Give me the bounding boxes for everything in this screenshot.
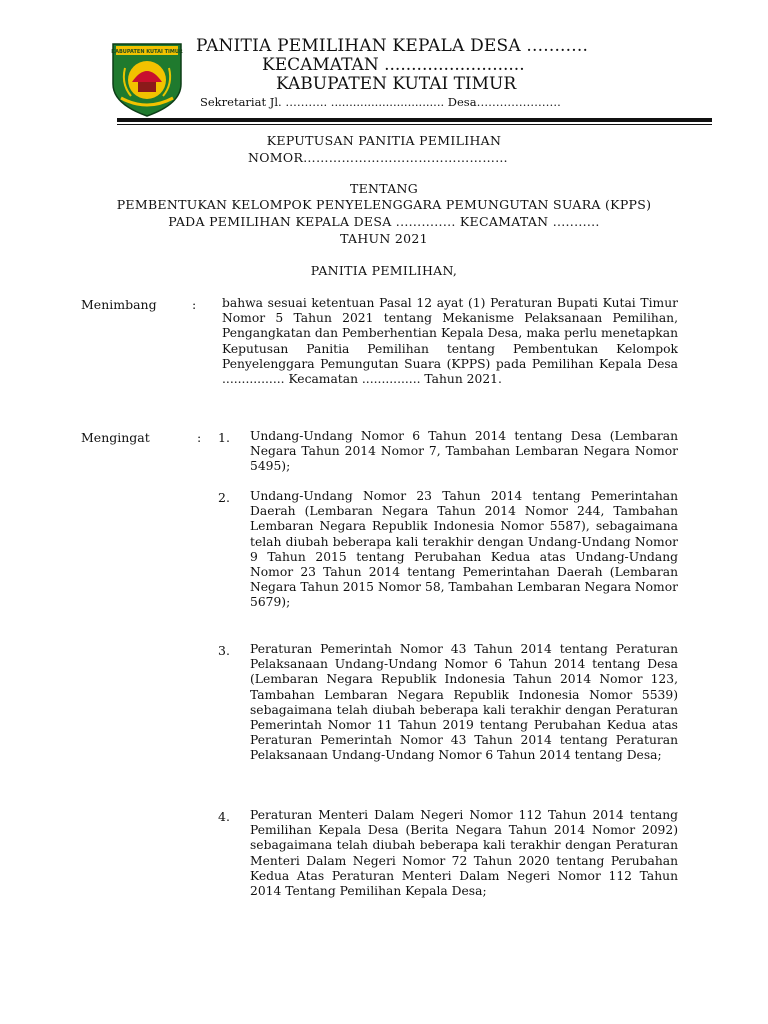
mengingat-colon: : bbox=[197, 430, 202, 445]
letterhead-rule-thick bbox=[117, 118, 712, 122]
menimbang-text: bahwa sesuai ketentuan Pasal 12 ayat (1) Peraturan Bupati Kutai Timur Nomor 5 Tahun 2021 tentang Mekanisme Pelaksanaan Pemilihan, Pengangkatan dan Pemberhentian Kepala Desa, maka perlu menetapkan Keputusan Panitia Pemilihan tentang Pembentukan Kelompok Penyelenggara Pemungutan Suara (KPPS) pada Pemilihan Kepala Desa ................ Kecamatan ............... Tahun 2021. bbox=[222, 296, 678, 387]
letterhead-address: Sekretariat Jl. ……….. ............................... Desa…………………. bbox=[200, 95, 561, 109]
letterhead-committee: PANITIA PEMILIHAN KEPALA DESA ........... bbox=[196, 36, 589, 56]
letterhead-regency: KABUPATEN KUTAI TIMUR bbox=[276, 74, 517, 94]
mengingat-item-text: Peraturan Menteri Dalam Negeri Nomor 112 Tahun 2014 tentang Pemilihan Kepala Desa (Berita Negara Tahun 2014 Nomor 2092) sebagaimana telah diubah beberapa kali terakhir dengan Peraturan Menteri Dalam Negeri Nomor 72 Tahun 2020 tentang Perubahan Kedua Atas Peraturan Menteri Dalam Negeri Nomor 112 Tahun 2014 Tentang Pemilihan Kepala Desa; bbox=[250, 808, 678, 899]
letterhead-district: KECAMATAN .......................... bbox=[262, 55, 525, 75]
subject-line-1: PEMBENTUKAN KELOMPOK PENYELENGGARA PEMUNGUTAN SUARA (KPPS) bbox=[116, 197, 652, 212]
tentang-heading: TENTANG bbox=[349, 181, 419, 196]
menimbang-colon: : bbox=[192, 297, 197, 312]
mengingat-item-number: 3. bbox=[218, 643, 230, 658]
decree-title: KEPUTUSAN PANITIA PEMILIHAN bbox=[266, 133, 502, 148]
mengingat-label: Mengingat bbox=[81, 430, 150, 445]
kutai-timur-emblem-logo bbox=[107, 38, 187, 118]
mengingat-item-number: 4. bbox=[218, 809, 230, 824]
committee-heading: PANITIA PEMILIHAN, bbox=[310, 263, 458, 278]
mengingat-item-text: Undang-Undang Nomor 6 Tahun 2014 tentang Desa (Lembaran Negara Tahun 2014 Nomor 7, Tambahan Lembaran Negara Nomor 5495); bbox=[250, 429, 678, 474]
mengingat-item-text: Undang-Undang Nomor 23 Tahun 2014 tentang Pemerintahan Daerah (Lembaran Negara Tahun 2014 Nomor 244, Tambahan Lembaran Negara Republik Indonesia Nomor 5587), sebagaimana telah diubah beberapa kali terakhir dengan Undang-Undang Nomor 9 Tahun 2015 tentang Perubahan Kedua atas Undang-Undang Nomor 23 Tahun 2014 tentang Pemerintahan Daerah (Lembaran Negara Tahun 2015 Nomor 58, Tambahan Lembaran Negara Nomor 5679); bbox=[250, 489, 678, 610]
menimbang-label: Menimbang bbox=[81, 297, 157, 312]
subject-line-2: PADA PEMILIHAN KEPALA DESA .............. KECAMATAN ........... bbox=[168, 214, 600, 229]
mengingat-item-text: Peraturan Pemerintah Nomor 43 Tahun 2014 tentang Peraturan Pelaksanaan Undang-Undang Nomor 6 Tahun 2014 tentang Desa (Lembaran Negara Republik Indonesia Tahun 2014 Nomor 123, Tambahan Lembaran Negara Republik Indonesia Nomor 5539) sebagaimana telah diubah beberapa kali terakhir dengan Peraturan Pemerintah Nomor 11 Tahun 2019 tentang Perubahan Kedua atas Peraturan Pemerintah Nomor 43 Tahun 2014 tentang Peraturan Pelaksanaan Undang-Undang Nomor 6 Tahun 2014 tentang Desa; bbox=[250, 642, 678, 763]
mengingat-item-number: 2. bbox=[218, 490, 230, 505]
subject-year: TAHUN 2021 bbox=[340, 231, 428, 246]
logo-caption: KABUPATEN KUTAI TIMUR bbox=[111, 49, 183, 55]
mengingat-item-number: 1. bbox=[218, 430, 230, 445]
decree-number: NOMOR………………………………………… bbox=[248, 150, 508, 165]
letterhead-rule-thin bbox=[117, 124, 712, 125]
